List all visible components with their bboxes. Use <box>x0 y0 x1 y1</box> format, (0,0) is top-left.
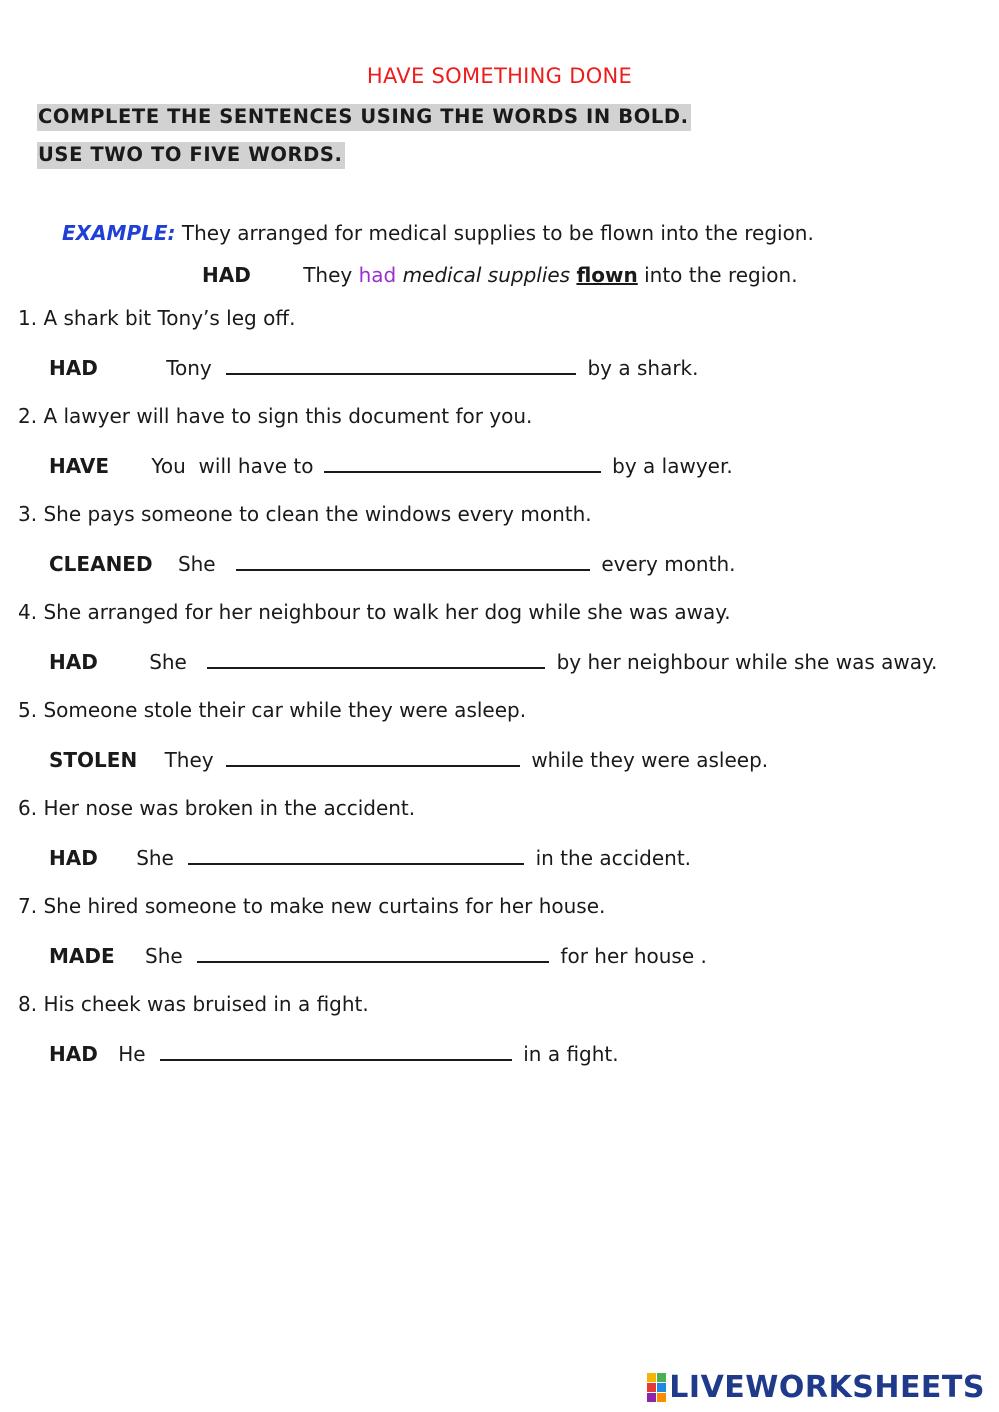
example-sentence-row <box>62 221 814 245</box>
answer-suffix: in a fight. <box>523 1042 619 1066</box>
answer-blank-8[interactable] <box>160 1041 512 1061</box>
question-8-answer <box>49 1041 619 1066</box>
question-number: 7. <box>18 894 38 918</box>
question-7-answer <box>49 943 707 968</box>
keyword: HAVE <box>49 454 109 478</box>
question-number: 6. <box>18 796 38 820</box>
question-7-sentence <box>18 894 605 918</box>
keyword: HAD <box>49 846 98 870</box>
keyword: CLEANED <box>49 552 153 576</box>
example-answer-italic: medical supplies <box>396 263 577 287</box>
answer-blank-1[interactable] <box>226 355 576 375</box>
question-number: 2. <box>18 404 38 428</box>
answer-prefix: You will have to <box>151 454 314 478</box>
question-6-sentence <box>18 796 415 820</box>
example-answer-row <box>202 263 798 287</box>
example-sentence: They arranged for medical supplies to be flown into the region. <box>181 221 814 245</box>
answer-blank-6[interactable] <box>188 845 524 865</box>
answer-blank-2[interactable] <box>324 453 601 473</box>
question-4-answer <box>49 649 937 674</box>
question-5-sentence <box>18 698 526 722</box>
logo-grid-icon <box>647 1373 666 1402</box>
answer-suffix: by a shark. <box>587 356 699 380</box>
question-number: 5. <box>18 698 38 722</box>
liveworksheets-logo[interactable] <box>647 1370 985 1405</box>
answer-prefix: She <box>149 650 187 674</box>
answer-prefix: He <box>118 1042 146 1066</box>
example-label: EXAMPLE: <box>62 221 176 245</box>
answer-suffix: while they were asleep. <box>531 748 769 772</box>
question-text: She arranged for her neighbour to walk her dog while she was away. <box>43 600 731 624</box>
keyword: MADE <box>49 944 115 968</box>
question-text: She hired someone to make new curtains for her house. <box>43 894 606 918</box>
answer-suffix: for her house . <box>560 944 707 968</box>
answer-prefix: They <box>164 748 214 772</box>
question-number: 4. <box>18 600 38 624</box>
keyword: HAD <box>49 1042 98 1066</box>
instruction-line-2: USE TWO TO FIVE WORDS. <box>37 142 345 169</box>
keyword: HAD <box>49 356 98 380</box>
question-number: 3. <box>18 502 38 526</box>
question-text: His cheek was bruised in a fight. <box>43 992 369 1016</box>
logo-text: LIVEWORKSHEETS <box>669 1370 985 1405</box>
answer-blank-3[interactable] <box>236 551 590 571</box>
question-2-answer <box>49 453 733 478</box>
answer-suffix: in the accident. <box>535 846 692 870</box>
question-1-answer <box>49 355 699 380</box>
answer-prefix: Tony <box>166 356 212 380</box>
question-4-sentence <box>18 600 731 624</box>
question-2-sentence <box>18 404 532 428</box>
question-text: Someone stole their car while they were asleep. <box>43 698 527 722</box>
question-6-answer <box>49 845 691 870</box>
example-answer-flown: flown <box>576 263 638 287</box>
answer-suffix: every month. <box>601 552 736 576</box>
question-text: A lawyer will have to sign this document for you. <box>43 404 533 428</box>
example-answer-had: had <box>358 263 397 287</box>
example-keyword: HAD <box>202 263 251 287</box>
answer-suffix: by her neighbour while she was away. <box>556 650 938 674</box>
worksheet-title: HAVE SOMETHING DONE <box>366 64 633 88</box>
keyword: HAD <box>49 650 98 674</box>
question-number: 8. <box>18 992 38 1016</box>
question-number: 1. <box>18 306 38 330</box>
answer-suffix: by a lawyer. <box>612 454 733 478</box>
question-3-answer <box>49 551 735 576</box>
question-5-answer <box>49 747 768 772</box>
question-text: A shark bit Tony’s leg off. <box>43 306 296 330</box>
question-8-sentence <box>18 992 369 1016</box>
keyword: STOLEN <box>49 748 138 772</box>
question-1-sentence <box>18 306 295 330</box>
answer-prefix: She <box>136 846 174 870</box>
instruction-line-1: COMPLETE THE SENTENCES USING THE WORDS IN BOLD. <box>37 104 691 131</box>
question-text: Her nose was broken in the accident. <box>43 796 416 820</box>
answer-prefix: She <box>145 944 183 968</box>
example-answer-start: They <box>303 263 359 287</box>
question-text: She pays someone to clean the windows every month. <box>43 502 592 526</box>
answer-prefix: She <box>177 552 216 576</box>
answer-blank-5[interactable] <box>226 747 520 767</box>
answer-blank-7[interactable] <box>197 943 549 963</box>
question-3-sentence <box>18 502 592 526</box>
example-answer-end: into the region. <box>637 263 798 287</box>
answer-blank-4[interactable] <box>207 649 545 669</box>
